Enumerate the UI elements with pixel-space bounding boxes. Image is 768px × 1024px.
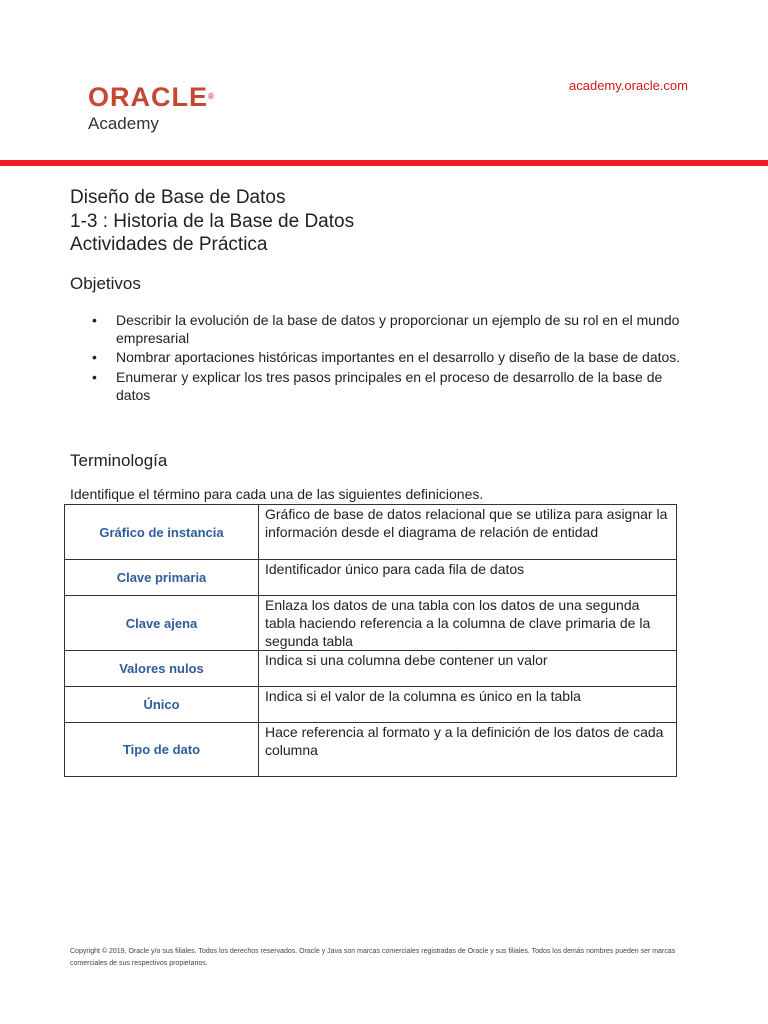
definition-cell: Identificador único para cada fila de datos [259,560,677,596]
copyright-footer: Copyright © 2019, Oracle y/o sus filiales. Todos los derechos reservados. Oracle y Java son marcas comerciales registradas de Oracle y sus filiales. Todos los demás nombres pueden ser marcas comerciales de sus respectivos propietarios. [70,948,676,967]
term-cell: Tipo de dato [65,723,259,777]
logo-academy-text: Academy [88,114,159,133]
table-row [65,505,677,560]
table-row [65,687,677,723]
objective-item: • Nombrar aportaciones históricas importantes en el desarrollo y diseño de la base de datos. [92,349,681,366]
terminology-table [64,504,677,777]
title-activity: Actividades de Práctica [70,234,268,255]
table-row [65,596,677,651]
definition-cell: Gráfico de base de datos relacional que se utiliza para asignar la información desde el diagrama de relación de entidad [259,505,677,560]
definition-cell: Enlaza los datos de una tabla con los datos de una segunda tabla haciendo referencia a la columna de clave primaria de la segunda tabla [259,596,677,651]
definition-cell: Indica si el valor de la columna es único en la tabla [259,687,677,723]
table-row [65,560,677,596]
title-course: Diseño de Base de Datos [70,187,286,208]
terminology-instructions: Identifique el término para cada una de las siguientes definiciones. [70,486,484,502]
table-row [65,723,677,777]
objectives-heading: Objetivos [70,274,141,293]
title-lesson: 1-3 : Historia de la Base de Datos [70,210,355,232]
bullet-icon: • [92,349,97,366]
objective-item: • Describir la evolución de la base de datos y proporcionar un ejemplo de su rol en el mundo empresarial [92,312,680,347]
term-cell: Único [65,687,259,723]
oracle-academy-logo [88,83,214,134]
document-title [70,186,354,257]
bullet-icon: • [92,368,97,385]
header-divider [0,160,768,166]
objectives-list [92,311,682,404]
site-url-link[interactable]: academy.oracle.com [569,78,688,93]
bullet-icon: • [92,312,97,328]
term-cell: Clave ajena [65,596,259,651]
definition-cell: Hace referencia al formato y a la definición de los datos de cada columna [259,723,677,777]
term-cell: Clave primaria [65,560,259,596]
term-cell: Valores nulos [65,651,259,687]
table-row [65,651,677,687]
term-cell: Gráfico de instancia [65,505,259,560]
registered-mark: ® [208,92,214,101]
terminology-heading: Terminología [70,451,168,470]
definition-cell: Indica si una columna debe contener un valor [259,651,677,687]
objective-item: • Enumerar y explicar los tres pasos principales en el proceso de desarrollo de la base de datos [92,368,663,403]
logo-oracle-wordmark: ORACLE® [88,82,214,112]
